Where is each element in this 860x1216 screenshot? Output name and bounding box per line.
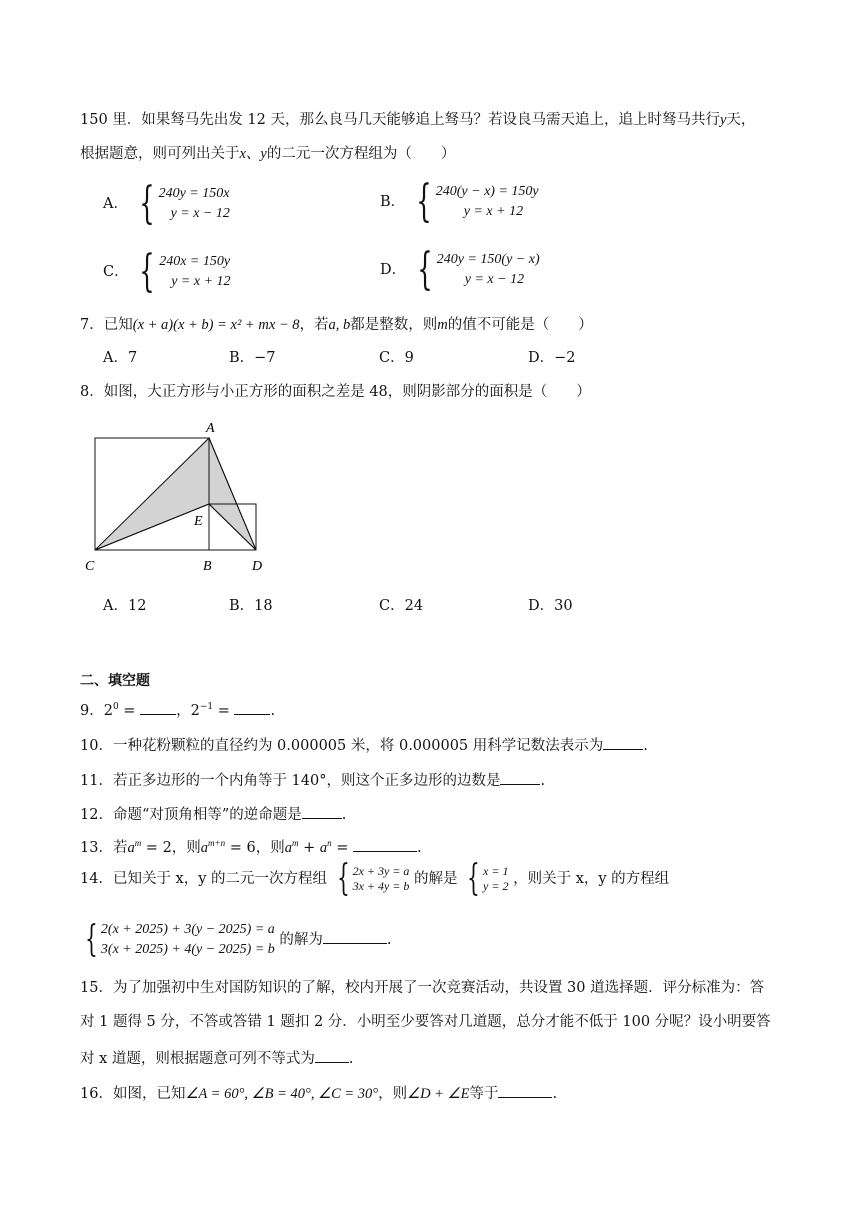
q7-option-b[interactable]: B．−7 bbox=[229, 350, 276, 366]
q12: 12．命题“对顶角相等”的逆命题是 . bbox=[80, 802, 346, 825]
q6-option-a[interactable]: A． { 240y = 150x y = x − 12 bbox=[103, 178, 230, 229]
q6-option-b[interactable]: B． { 240(y − x) = 150y y = x + 12 bbox=[380, 176, 539, 227]
q7-stem: 7．已知(x + a)(x + b) = x² + mx − 8，若a, b都是整数，则m的值不可能是（ ） bbox=[80, 317, 593, 333]
q14-line2: { 2(x + 2025) + 3(y − 2025) = a 3(x + 2025) + 4(y − 2025) = b 的解为 . bbox=[85, 919, 392, 960]
section-title: 二、填空题 bbox=[80, 673, 150, 689]
q15-line1: 15．为了加强初中生对国防知识的了解，校内开展了一次竞赛活动，共设置 30 道选择题．评分标准为：答 bbox=[80, 980, 765, 996]
q6-stem-line1: 150 里．如果驽马先出发 12 天，那么良马几天能够追上驽马？若设良马需天追上，追上时驽马共行y天， bbox=[80, 112, 756, 128]
point-label-d: D bbox=[252, 559, 263, 574]
q6-stem-line2: 根据题意，则可列出关于x、y的二元一次方程组为（ ） bbox=[80, 146, 456, 162]
q14-line1: 14．已知关于 x，y 的二元一次方程组 { 2x + 3y = a 3x + 4y = b 的解是 { x = 1 y = 2 ，则关于 x，y 的方程组 bbox=[80, 858, 670, 899]
point-label-c: C bbox=[85, 559, 95, 574]
q8-option-a[interactable]: A．12 bbox=[103, 598, 147, 614]
q6-option-d[interactable]: D． { 240y = 150(y − x) y = x − 12 bbox=[380, 244, 540, 295]
q7-option-d[interactable]: D．−2 bbox=[528, 350, 576, 366]
q7-option-c[interactable]: C．9 bbox=[379, 350, 414, 366]
q16-blank[interactable] bbox=[498, 1081, 552, 1098]
q8-option-d[interactable]: D．30 bbox=[528, 598, 573, 614]
q12-blank[interactable] bbox=[302, 802, 342, 819]
point-label-e: E bbox=[194, 514, 203, 529]
q15-blank[interactable] bbox=[315, 1046, 349, 1063]
q8-option-c[interactable]: C．24 bbox=[379, 598, 424, 614]
q6-option-c[interactable]: C． { 240x = 150y y = x + 12 bbox=[103, 246, 231, 297]
q9-blank-2[interactable] bbox=[234, 698, 270, 715]
q10: 10．一种花粉颗粒的直径约为 0.000005 米，将 0.000005 用科学记数法表示为 . bbox=[80, 733, 648, 756]
q8-stem: 8．如图，大正方形与小正方形的面积之差是 48，则阴影部分的面积是（ ） bbox=[80, 384, 591, 400]
q13-blank[interactable] bbox=[353, 835, 417, 852]
point-label-b: B bbox=[203, 559, 212, 574]
q7-option-a[interactable]: A．7 bbox=[103, 350, 138, 366]
q8-option-b[interactable]: B．18 bbox=[229, 598, 273, 614]
q15-line3: 对 x 道题，则根据题意可列不等式为 . bbox=[80, 1046, 354, 1069]
q14-blank[interactable] bbox=[323, 927, 387, 944]
q15-line2: 对 1 题得 5 分，不答或答错 1 题扣 2 分．小明至少要答对几道题，总分才能不低于 100 分呢？设小明要答 bbox=[80, 1014, 771, 1030]
q13: 13．若$a^m = 2$，则$a^{m+n} = 6$，则$a^m + a^n$ = . bbox=[80, 835, 422, 858]
q9: 9．$2^0$ = ，$2^{-1}$ = . bbox=[80, 698, 275, 721]
q10-blank[interactable] bbox=[603, 733, 643, 750]
q16: 16．如图，已知∠A = 60°, ∠B = 40°, ∠C = 30°，则∠D + ∠E等于 . bbox=[80, 1081, 557, 1104]
q8-figure bbox=[82, 418, 272, 578]
point-label-a: A bbox=[206, 421, 215, 436]
q9-blank-1[interactable] bbox=[140, 698, 176, 715]
q11-blank[interactable] bbox=[500, 768, 540, 785]
shaded-triangle-ace bbox=[95, 438, 209, 550]
q11: 11．若正多边形的一个内角等于 140°，则这个正多边形的边数是 . bbox=[80, 768, 545, 791]
